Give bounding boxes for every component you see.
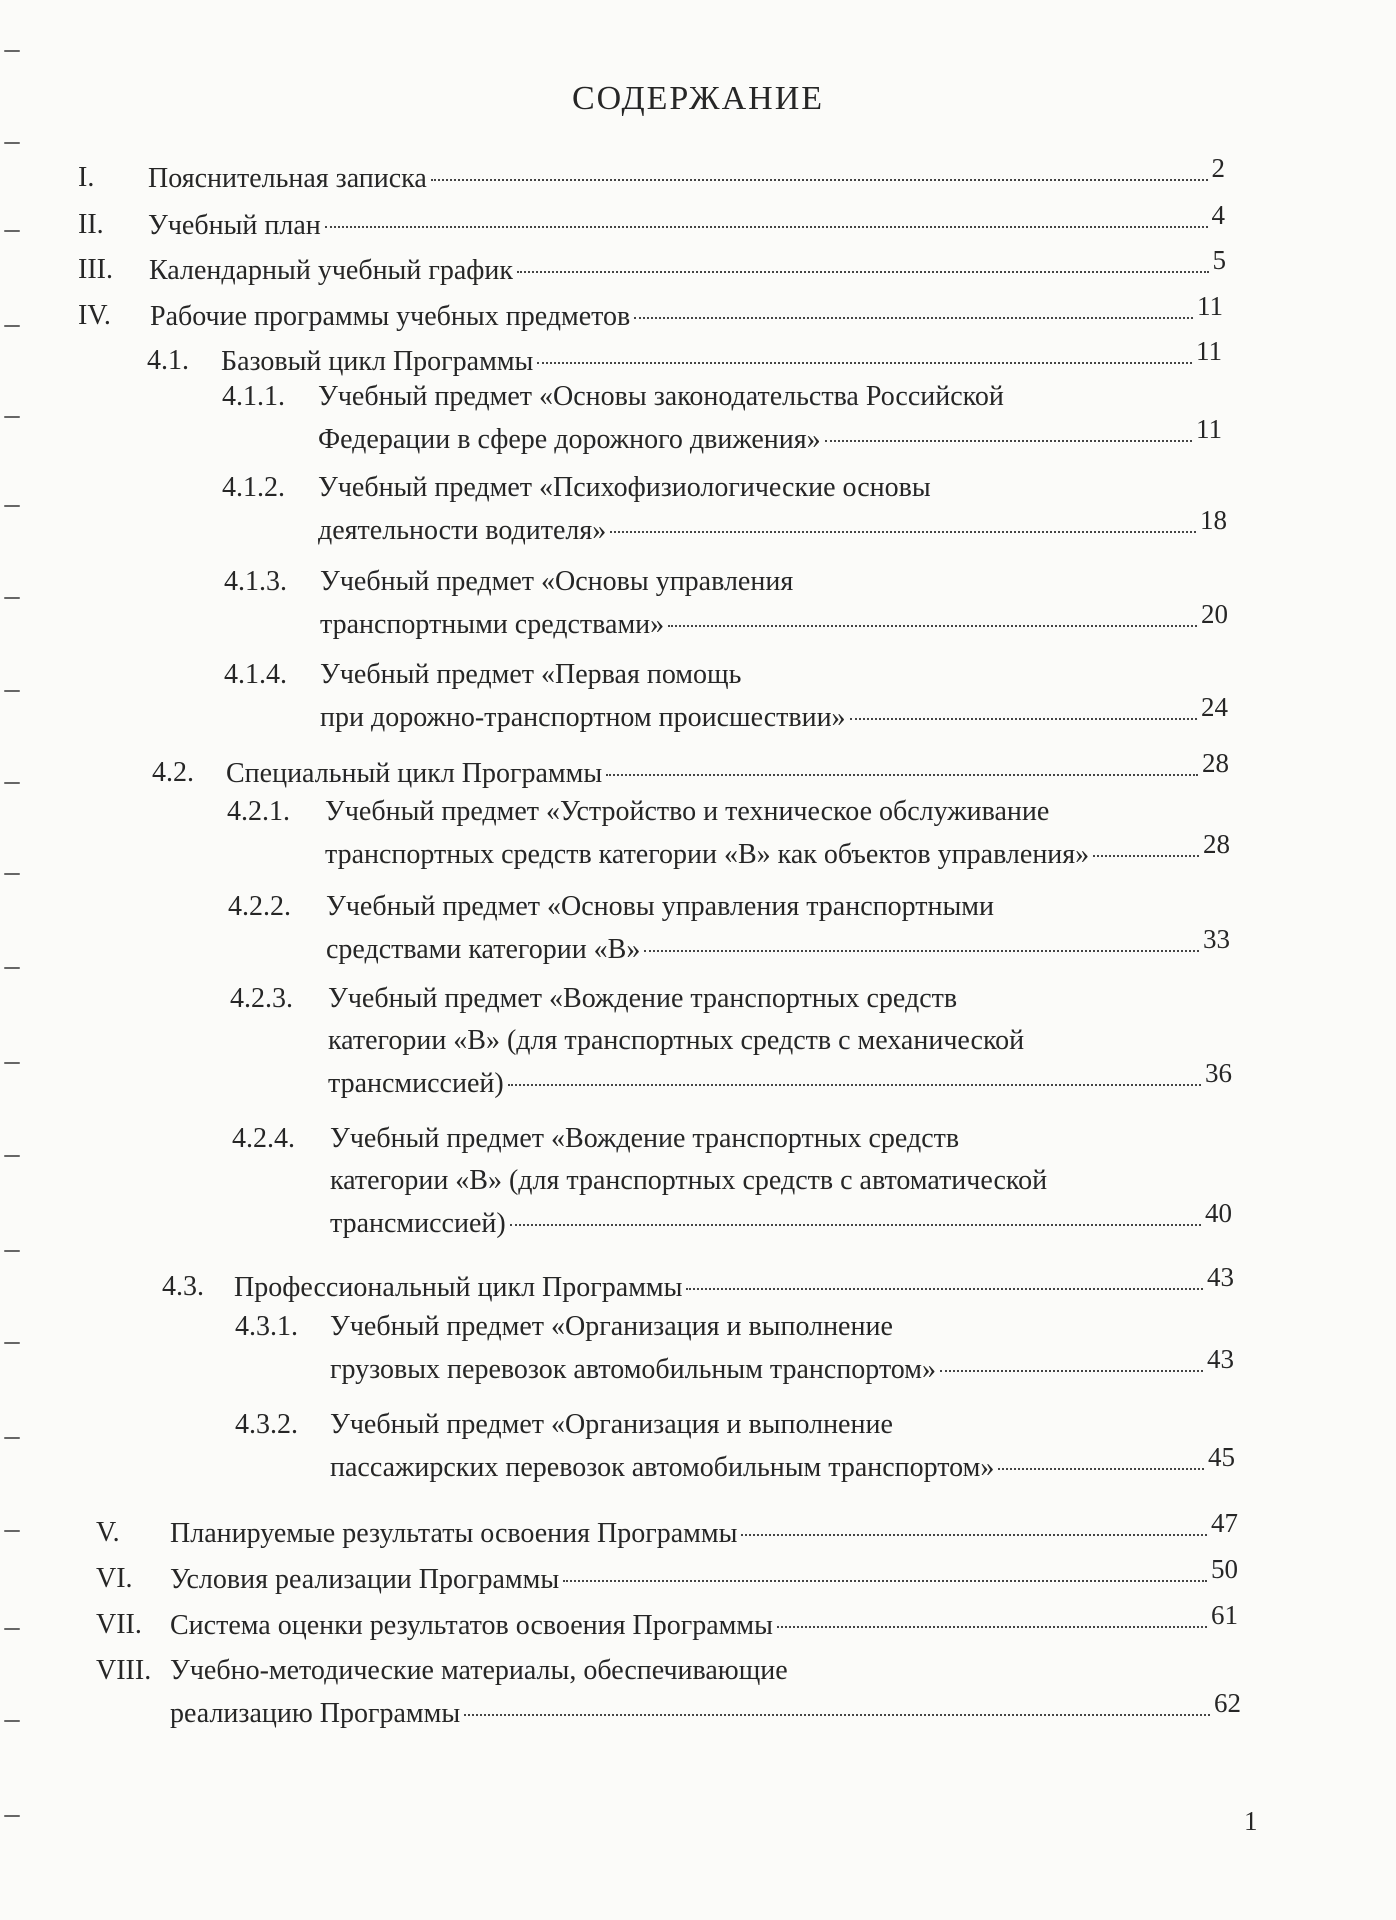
toc-entry-number: 4.1.1. <box>222 381 285 412</box>
toc-entry-title: Учебный предмет «Основы управления транспортными <box>326 891 994 922</box>
toc-entry-title-cont: деятельности водителя» <box>318 515 607 546</box>
leader-dots <box>325 226 1208 228</box>
toc-entry-title: Рабочие программы учебных предметов <box>150 301 631 332</box>
toc-entry-title: Учебный предмет «Основы управления <box>320 566 794 597</box>
leader-dots <box>686 1288 1203 1290</box>
toc-entry-number: 4.1.2. <box>222 472 285 503</box>
toc-entry-title: Учебный план <box>148 210 321 241</box>
toc-entry-page: 36 <box>1205 1058 1232 1088</box>
toc-entry-title: Специальный цикл Программы <box>226 758 603 789</box>
toc-entry-title-cont: категории «В» (для транспортных средств с механической <box>328 1025 1025 1056</box>
toc-entry-page: 5 <box>1212 245 1226 275</box>
toc-entry-number: 4.2.3. <box>230 983 293 1014</box>
toc-entry-number: 4.2. <box>152 757 194 788</box>
toc-entry-number: VII. <box>96 1609 142 1640</box>
toc-entry-number: VIII. <box>96 1655 152 1686</box>
toc-entry-title: Учебно-методические материалы, обеспечивающие <box>170 1655 788 1686</box>
leader-dots <box>940 1370 1203 1372</box>
toc-entry-number: 4.1.3. <box>224 566 287 597</box>
toc-entry-title-cont: трансмиссией) <box>330 1208 506 1239</box>
leader-dots <box>563 1580 1207 1582</box>
toc-entry-title-cont: средствами категории «В» <box>326 934 641 965</box>
leader-dots <box>606 774 1198 776</box>
toc-entry-page: 18 <box>1200 505 1227 535</box>
toc-entry-page: 43 <box>1207 1262 1234 1292</box>
toc-entry-number: VI. <box>96 1563 133 1594</box>
toc-entry-number: 4.2.1. <box>227 796 290 827</box>
leader-dots <box>510 1224 1201 1226</box>
leader-dots <box>517 271 1209 273</box>
page-number: 1 <box>1244 1806 1258 1836</box>
toc-entry-page: 62 <box>1214 1688 1241 1718</box>
leader-dots <box>741 1534 1207 1536</box>
leader-dots <box>431 179 1208 181</box>
toc-entry-number: IV. <box>78 300 111 331</box>
toc-entry-number: 4.1.4. <box>224 659 287 690</box>
toc-entry-title: Планируемые результаты освоения Программы <box>170 1518 738 1549</box>
toc-entry-page: 20 <box>1201 599 1228 629</box>
toc-entry-page: 24 <box>1201 692 1228 722</box>
leader-dots <box>610 531 1196 533</box>
toc-entry-number: 4.2.2. <box>228 891 291 922</box>
toc-entry-title: Учебный предмет «Устройство и техническое обслуживание <box>325 796 1050 827</box>
toc-entry-title-cont: при дорожно-транспортном происшествии» <box>320 702 846 733</box>
leader-dots <box>634 317 1193 319</box>
toc-entry-page: 28 <box>1203 829 1230 859</box>
toc-entry-number: 4.2.4. <box>232 1123 295 1154</box>
toc-entry-title: Календарный учебный график <box>149 255 513 286</box>
page-title: СОДЕРЖАНИЕ <box>571 80 825 117</box>
leader-dots <box>644 950 1199 952</box>
toc-entry-title: Учебный предмет «Вождение транспортных средств <box>328 983 958 1014</box>
toc-entry-number: 4.3. <box>162 1271 204 1302</box>
leader-dots <box>850 718 1197 720</box>
leader-dots <box>464 1714 1210 1716</box>
toc-entry-number: V. <box>96 1517 120 1548</box>
toc-entry-title: Учебный предмет «Вождение транспортных средств <box>330 1123 960 1154</box>
toc-entry-number: I. <box>78 162 95 193</box>
toc-entry-page: 11 <box>1196 336 1222 366</box>
toc-entry-title-cont: трансмиссией) <box>328 1068 504 1099</box>
toc-entry-number: 4.3.2. <box>235 1409 298 1440</box>
leader-dots <box>998 1468 1204 1470</box>
toc-entry-title: Учебный предмет «Психофизиологические основы <box>318 472 931 503</box>
toc-entry-title-cont: пассажирских перевозок автомобильным транспортом» <box>330 1452 995 1483</box>
toc-entry-page: 2 <box>1211 153 1225 183</box>
toc-entry-title: Условия реализации Программы <box>170 1564 560 1595</box>
toc-entry-page: 11 <box>1196 414 1222 444</box>
toc-entry-page: 43 <box>1207 1344 1234 1374</box>
toc-entry-title: Учебный предмет «Организация и выполнение <box>330 1311 893 1342</box>
toc-entry-title: Учебный предмет «Основы законодательства Российской <box>318 381 1004 412</box>
toc-entry-title-cont: транспортных средств категории «В» как объектов управления» <box>325 839 1090 870</box>
toc-entry-title-cont: категории «В» (для транспортных средств с автоматической <box>330 1165 1048 1196</box>
toc-entry-title: Учебный предмет «Первая помощь <box>320 659 742 690</box>
leader-dots <box>777 1626 1207 1628</box>
toc-entry-title: Профессиональный цикл Программы <box>234 1272 683 1303</box>
leader-dots <box>668 625 1197 627</box>
toc-entry-title: Система оценки результатов освоения Программы <box>170 1610 773 1641</box>
leader-dots <box>508 1084 1201 1086</box>
leader-dots <box>537 362 1192 364</box>
toc-entry-page: 50 <box>1211 1554 1238 1584</box>
leader-dots <box>1093 855 1199 857</box>
toc-entry-title-cont: реализацию Программы <box>170 1698 461 1729</box>
toc-entry-title: Базовый цикл Программы <box>221 346 534 377</box>
toc-entry-number: III. <box>78 254 113 285</box>
toc-entry-title: Пояснительная записка <box>148 163 427 194</box>
toc-entry-page: 33 <box>1203 924 1230 954</box>
toc-entry-page: 40 <box>1205 1198 1232 1228</box>
toc-entry-title-cont: Федерации в сфере дорожного движения» <box>318 424 821 455</box>
toc-entry-page: 28 <box>1202 748 1229 778</box>
toc-entry-number: 4.3.1. <box>235 1311 298 1342</box>
toc-entry-title-cont: транспортными средствами» <box>320 609 665 640</box>
toc-entry-number: II. <box>78 209 104 240</box>
toc-entry-number: 4.1. <box>147 345 189 376</box>
toc-entry-page: 45 <box>1208 1442 1235 1472</box>
toc-entry-page: 4 <box>1211 200 1225 230</box>
toc-entry-page: 11 <box>1197 291 1223 321</box>
toc-entry-page: 61 <box>1211 1600 1238 1630</box>
toc-entry-title: Учебный предмет «Организация и выполнение <box>330 1409 893 1440</box>
leader-dots <box>825 440 1192 442</box>
toc-entry-title-cont: грузовых перевозок автомобильным транспортом» <box>330 1354 936 1385</box>
toc-entry-page: 47 <box>1211 1508 1238 1538</box>
